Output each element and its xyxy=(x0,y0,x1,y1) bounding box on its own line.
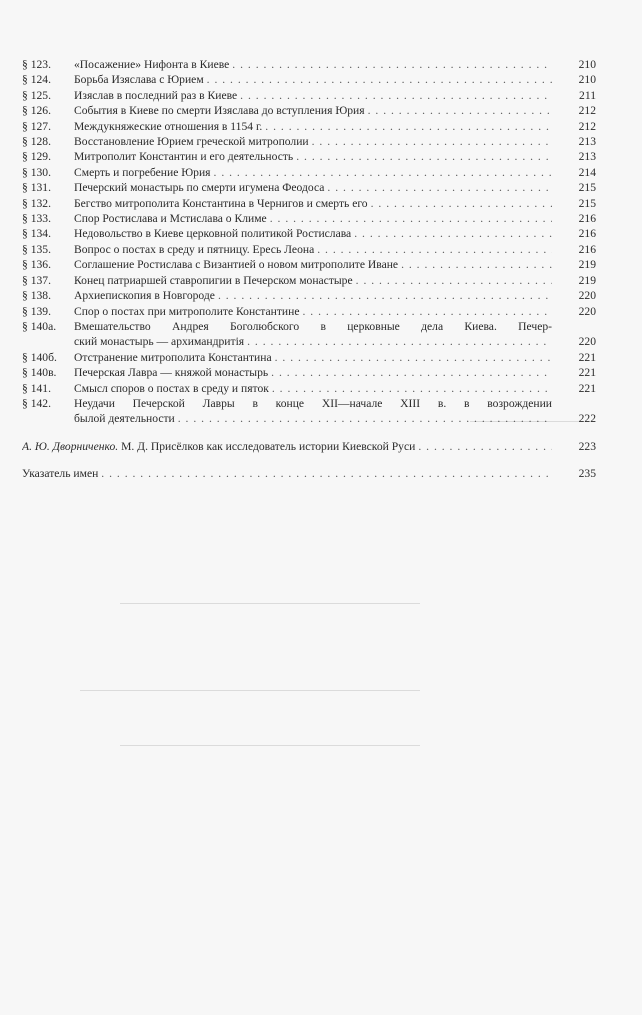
entry-body xyxy=(74,304,596,319)
toc-entry xyxy=(22,365,596,380)
page-number: 221 xyxy=(578,381,596,395)
page-number: 210 xyxy=(578,58,596,71)
spacer xyxy=(22,427,596,439)
entry-body xyxy=(74,134,596,149)
entry-line xyxy=(74,196,552,211)
page-number: 212 xyxy=(578,104,596,118)
entry-line xyxy=(22,439,552,454)
entry-body xyxy=(74,72,596,87)
entry-title: Архиепископия в Новгороде xyxy=(74,289,215,303)
entry-title: Вмешательство Андрея Боголюбского в церковные дела Киева. Печер- xyxy=(74,319,552,333)
entry-body xyxy=(74,57,596,72)
page-number: 213 xyxy=(578,135,596,149)
entry-title: События в Киеве по смерти Изяслава до вступления Юрия xyxy=(74,104,365,118)
section-number: § 126. xyxy=(22,104,51,118)
section-number: § 131. xyxy=(22,181,51,195)
entry-body xyxy=(74,396,596,427)
section-number: § 136. xyxy=(22,258,51,272)
section-number: § 130. xyxy=(22,165,51,179)
entry-line xyxy=(74,134,552,149)
page-number: 219 xyxy=(578,258,596,272)
entry-line xyxy=(74,396,552,411)
section-number: § 127. xyxy=(22,119,51,133)
page-number: 216 xyxy=(578,212,596,226)
toc-entry-index xyxy=(22,466,596,481)
leader-dots xyxy=(272,381,552,396)
entry-body xyxy=(74,119,596,134)
entry-line xyxy=(74,211,552,226)
section-number: § 133. xyxy=(22,212,51,226)
leader-dots xyxy=(354,226,552,241)
show-through-mark xyxy=(80,690,420,691)
section-number: § 142. xyxy=(22,396,51,410)
toc-entry xyxy=(22,196,596,211)
entry-title: Смерть и погребение Юрия xyxy=(74,165,211,179)
toc-entry xyxy=(22,350,596,365)
entry-title: «Посажение» Нифонта в Киеве xyxy=(74,58,230,71)
page-number: 235 xyxy=(578,467,596,481)
page-number: 216 xyxy=(578,227,596,241)
page-number: 215 xyxy=(578,196,596,210)
entry-line xyxy=(74,319,552,334)
page-number: 220 xyxy=(578,335,596,349)
page-number: 221 xyxy=(578,350,596,364)
section-number: § 139. xyxy=(22,304,51,318)
page-number: 216 xyxy=(578,242,596,256)
essay-author: А. Ю. Дворниченко. xyxy=(22,439,119,453)
leader-dots xyxy=(265,119,552,134)
section-number: § 132. xyxy=(22,196,51,210)
show-through-mark xyxy=(120,745,420,746)
entry-body xyxy=(74,165,596,180)
table-of-contents xyxy=(22,57,596,482)
page-number: 221 xyxy=(578,366,596,380)
entry-title: Вопрос о постах в среду и пятницу. Ересь Леона xyxy=(74,242,315,256)
entry-body xyxy=(74,319,596,350)
entry-line xyxy=(74,288,552,303)
section-number: § 137. xyxy=(22,273,51,287)
entry-body xyxy=(74,103,596,118)
entry-body xyxy=(74,149,596,164)
leader-dots xyxy=(218,288,552,303)
entry-line xyxy=(74,103,552,118)
toc-entry xyxy=(22,72,596,87)
page-number: 220 xyxy=(578,304,596,318)
toc-entry xyxy=(22,134,596,149)
section-number: § 135. xyxy=(22,242,51,256)
entry-title: Междукняжеские отношения в 1154 г. xyxy=(74,119,263,133)
entry-line xyxy=(74,304,552,319)
entry-title: былой деятельности xyxy=(74,412,175,426)
page-number: 213 xyxy=(578,150,596,164)
leader-dots xyxy=(178,411,552,426)
entry-title: ский монастырь — архимандритія xyxy=(74,335,245,349)
section-number: § 141. xyxy=(22,381,51,395)
entry-line xyxy=(74,365,552,380)
entry-line xyxy=(74,180,552,195)
index-title: Указатель имен xyxy=(22,467,99,481)
entry-title: Восстановление Юрием греческой митрополии xyxy=(74,135,309,149)
show-through-mark xyxy=(120,603,420,604)
entry-title: Отстранение митрополита Константина xyxy=(74,350,272,364)
page-number: 210 xyxy=(578,73,596,87)
leader-dots xyxy=(368,103,552,118)
section-number: § 123. xyxy=(22,58,51,71)
toc-entry xyxy=(22,149,596,164)
entry-line xyxy=(74,273,552,288)
essay-title: М. Д. Присёлков как исследователь истории Киевской Руси xyxy=(121,439,416,453)
page-number: 220 xyxy=(578,289,596,303)
entry-title: Недовольство в Киеве церковной политикой Ростислава xyxy=(74,227,352,241)
entry-line xyxy=(74,381,552,396)
leader-dots xyxy=(271,365,552,380)
entry-title: Изяслав в последний раз в Киеве xyxy=(74,88,238,102)
entry-title: Конец патриаршей ставропигии в Печерском монастыре xyxy=(74,273,353,287)
entry-body xyxy=(22,439,596,454)
entry-body xyxy=(74,257,596,272)
leader-dots xyxy=(232,57,552,72)
leader-dots xyxy=(275,350,552,365)
toc-entry xyxy=(22,319,596,350)
entry-body xyxy=(74,88,596,103)
entry-line xyxy=(74,350,552,365)
toc-entry xyxy=(22,119,596,134)
toc-entry xyxy=(22,257,596,272)
spacer xyxy=(22,454,596,466)
section-number: § 140б. xyxy=(22,350,57,364)
entry-body xyxy=(74,350,596,365)
leader-dots xyxy=(207,72,552,87)
entry-title: Неудачи Печерской Лавры в конце XII—начале XIII в. в возрождении xyxy=(74,396,552,410)
toc-entry xyxy=(22,88,596,103)
entry-body xyxy=(74,273,596,288)
section-number: § 140в. xyxy=(22,366,57,380)
leader-dots xyxy=(296,149,552,164)
leader-dots xyxy=(270,211,552,226)
entry-title: Борьба Изяслава с Юрием xyxy=(74,73,204,87)
toc-entry xyxy=(22,381,596,396)
toc-entry xyxy=(22,103,596,118)
entry-body xyxy=(74,226,596,241)
entry-body xyxy=(74,288,596,303)
entry-title: Соглашение Ростислава с Византией о новом митрополите Иване xyxy=(74,258,399,272)
section-number: § 128. xyxy=(22,135,51,149)
entry-line xyxy=(74,257,552,272)
toc-entry xyxy=(22,180,596,195)
entry-line xyxy=(74,149,552,164)
entry-line xyxy=(74,88,552,103)
leader-dots xyxy=(401,257,552,272)
leader-dots xyxy=(101,466,552,481)
entry-line xyxy=(74,334,552,349)
section-number: § 138. xyxy=(22,289,51,303)
page-number: 211 xyxy=(579,88,596,102)
toc-entry xyxy=(22,273,596,288)
page-number: 223 xyxy=(578,439,596,453)
leader-dots xyxy=(303,304,553,319)
toc-entry xyxy=(22,396,596,427)
entry-title: Печерская Лавра — княжой монастырь xyxy=(74,366,269,380)
entry-body xyxy=(74,381,596,396)
entry-line xyxy=(74,72,552,87)
toc-entry xyxy=(22,226,596,241)
entry-body xyxy=(74,365,596,380)
leader-dots xyxy=(317,242,552,257)
entry-body xyxy=(74,196,596,211)
entry-line xyxy=(74,119,552,134)
section-number: § 129. xyxy=(22,150,51,164)
toc-entry xyxy=(22,57,596,72)
entry-title: Бегство митрополита Константина в Чернигов и смерть его xyxy=(74,196,368,210)
page-number: 214 xyxy=(578,165,596,179)
entry-line xyxy=(74,57,552,72)
entry-title: Печерский монастырь по смерти игумена Феодоса xyxy=(74,181,325,195)
leader-dots xyxy=(418,439,552,454)
toc-entry xyxy=(22,242,596,257)
leader-dots xyxy=(327,180,552,195)
leader-dots xyxy=(371,196,552,211)
entry-body xyxy=(74,211,596,226)
page-number: 219 xyxy=(578,273,596,287)
entry-body xyxy=(22,466,596,481)
entry-title: Спор о постах при митрополите Константине xyxy=(74,304,300,318)
entry-title: Смысл споров о постах в среду и пяток xyxy=(74,381,269,395)
page-number: 215 xyxy=(578,181,596,195)
entry-title: Митрополит Константин и его деятельность xyxy=(74,150,294,164)
leader-dots xyxy=(247,334,552,349)
page-number: 212 xyxy=(578,119,596,133)
toc-entry xyxy=(22,288,596,303)
entry-body xyxy=(74,242,596,257)
leader-dots xyxy=(214,165,552,180)
entry-body xyxy=(74,180,596,195)
section-number: § 134. xyxy=(22,227,51,241)
section-number: § 125. xyxy=(22,88,51,102)
entry-title: Спор Ростислава и Мстислава о Климе xyxy=(74,212,267,226)
toc-entry xyxy=(22,165,596,180)
entry-line xyxy=(74,165,552,180)
entry-line xyxy=(74,226,552,241)
entry-line xyxy=(74,242,552,257)
toc-entry xyxy=(22,304,596,319)
toc-entry xyxy=(22,211,596,226)
toc-entry-essay xyxy=(22,439,596,454)
section-number: § 140а. xyxy=(22,319,57,333)
leader-dots xyxy=(312,134,552,149)
section-number: § 124. xyxy=(22,73,51,87)
entry-line xyxy=(74,411,552,426)
page-number: 222 xyxy=(578,412,596,426)
entry-line xyxy=(22,466,552,481)
leader-dots xyxy=(356,273,552,288)
leader-dots xyxy=(240,88,552,103)
